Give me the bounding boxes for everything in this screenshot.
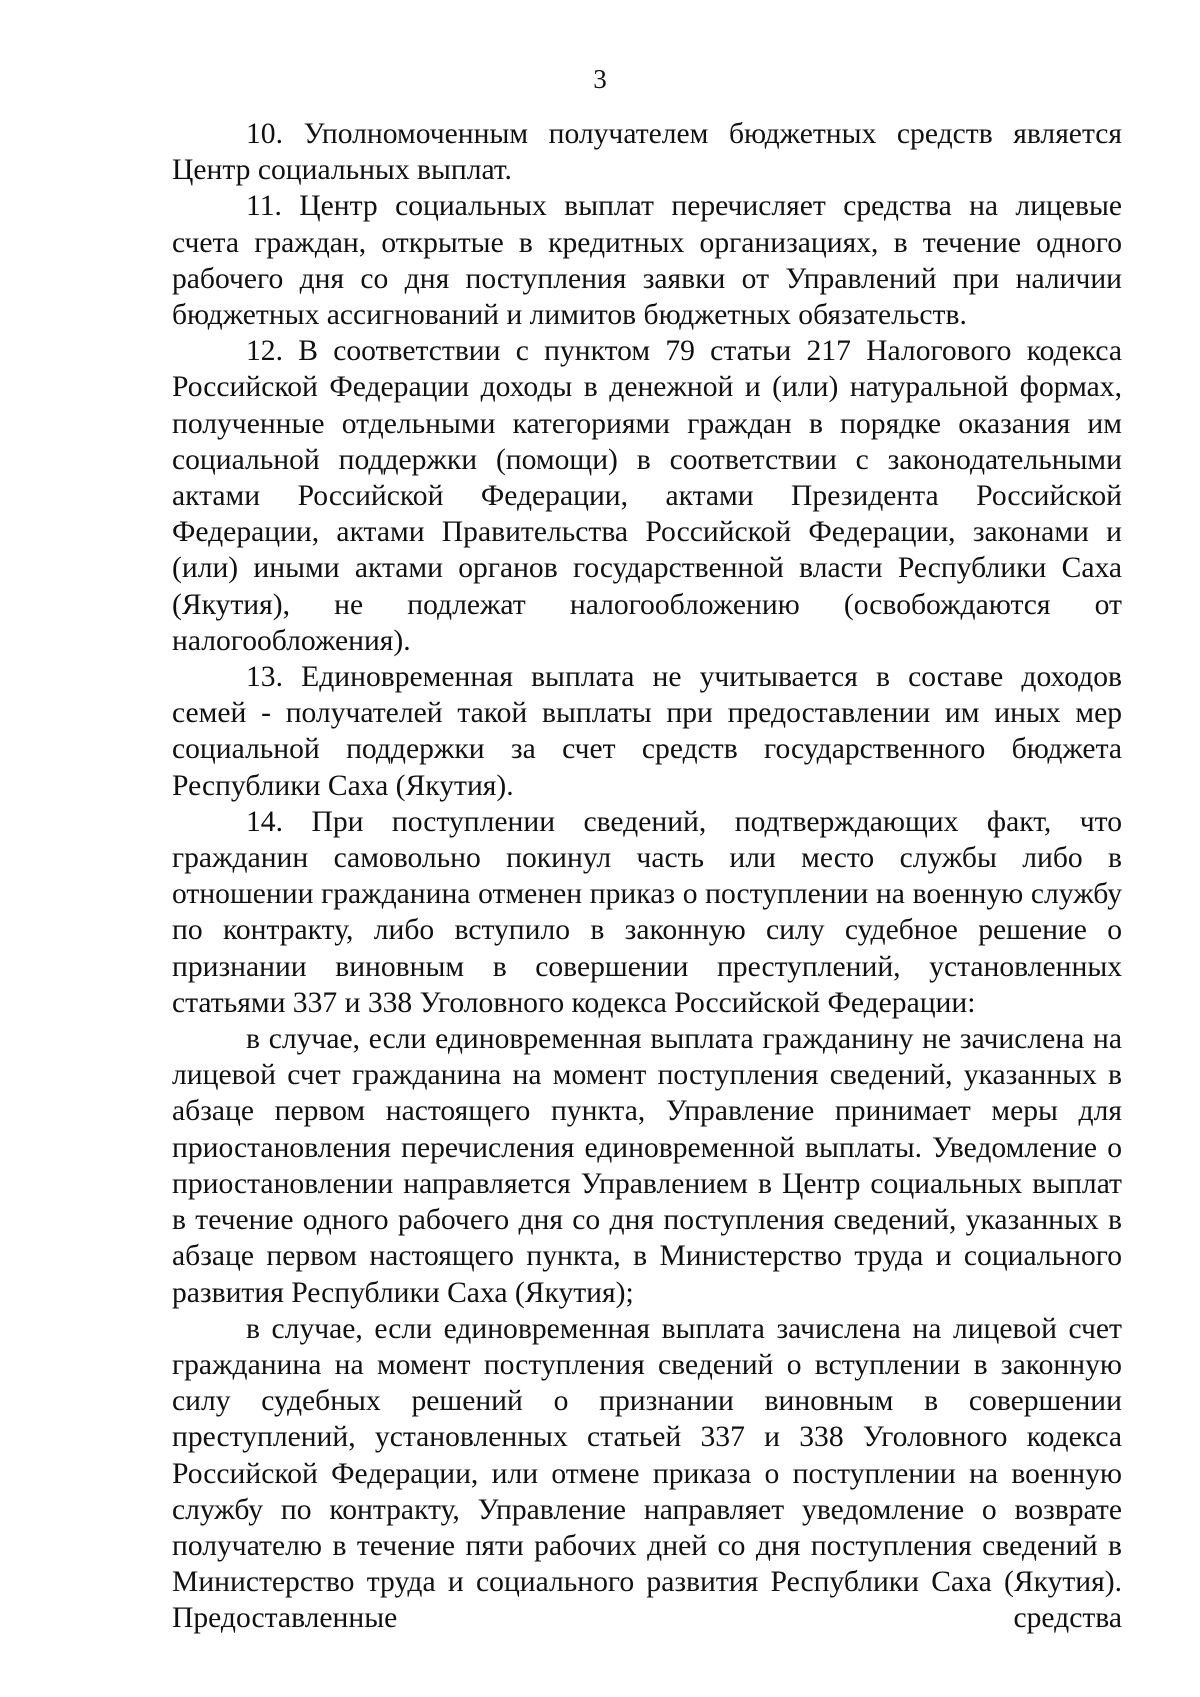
paragraph-14-case-credited: в случае, если единовременная выплата зачислена на лицевой счет гражданина на момент поступления сведений о вступлении в законную силу судебных решений о признании виновным в совершении преступлений, установленных статьей 337 и 338 Уголовного кодекса Российской Федерации, или отмене приказа о поступлении на военную службу по контракту, Управление направляет уведомление о возврате получателю в течение пяти рабочих дней со дня поступления сведений в Министерство труда и социального развития Республики Саха (Якутия). Предоставленные средства: [172, 1312, 1122, 1635]
page-number: 3: [593, 64, 607, 94]
document-body: [172, 116, 1122, 1637]
paragraph-10: 10. Уполномоченным получателем бюджетных средств является Центр социальных выплат.: [172, 118, 1122, 187]
paragraph-14-case-not-credited: в случае, если единовременная выплата гражданину не зачислена на лицевой счет гражданина на момент поступления сведений, указанных в абзаце первом настоящего пункта, Управление принимает меры для приостановления перечисления единовременной выплаты. Уведомление о приостановлении направляется Управлением в Центр социальных выплат в течение одного рабочего дня со дня поступления сведений, указанных в абзаце первом настоящего пункта, в Министерство труда и социального развития Республики Саха (Якутия);: [172, 1023, 1122, 1309]
paragraph-13: 13. Единовременная выплата не учитывается в составе доходов семей - получателей такой выплаты при предоставлении им иных мер социальной поддержки за счет средств государственного бюджета Республики Саха (Якутия).: [172, 661, 1122, 802]
paragraph-14: 14. При поступлении сведений, подтверждающих факт, что гражданин самовольно покинул часть или место службы либо в отношении гражданина отменен приказ о поступлении на военную службу по контракту, либо вступило в законную силу судебное решение о признании виновным в совершении преступлений, установленных статьями 337 и 338 Уголовного кодекса Российской Федерации:: [172, 805, 1122, 1019]
paragraph-11: 11. Центр социальных выплат перечисляет средства на лицевые счета граждан, открытые в кредитных организациях, в течение одного рабочего дня со дня поступления заявки от Управлений при наличии бюджетных ассигнований и лимитов бюджетных обязательств.: [172, 190, 1122, 332]
paragraph-12: 12. В соответствии с пунктом 79 статьи 217 Налогового кодекса Российской Федерации доходы в денежной и (или) натуральной формах, полученные отдельными категориями граждан в порядке оказания им социальной поддержки (помощи) в соответствии с законодательными актами Российской Федерации, актами Президента Российской Федерации, актами Правительства Российской Федерации, законами и (или) иными актами органов государственной власти Республики Саха (Якутия), не подлежат налогообложению (освобождаются от налогообложения).: [172, 335, 1122, 657]
